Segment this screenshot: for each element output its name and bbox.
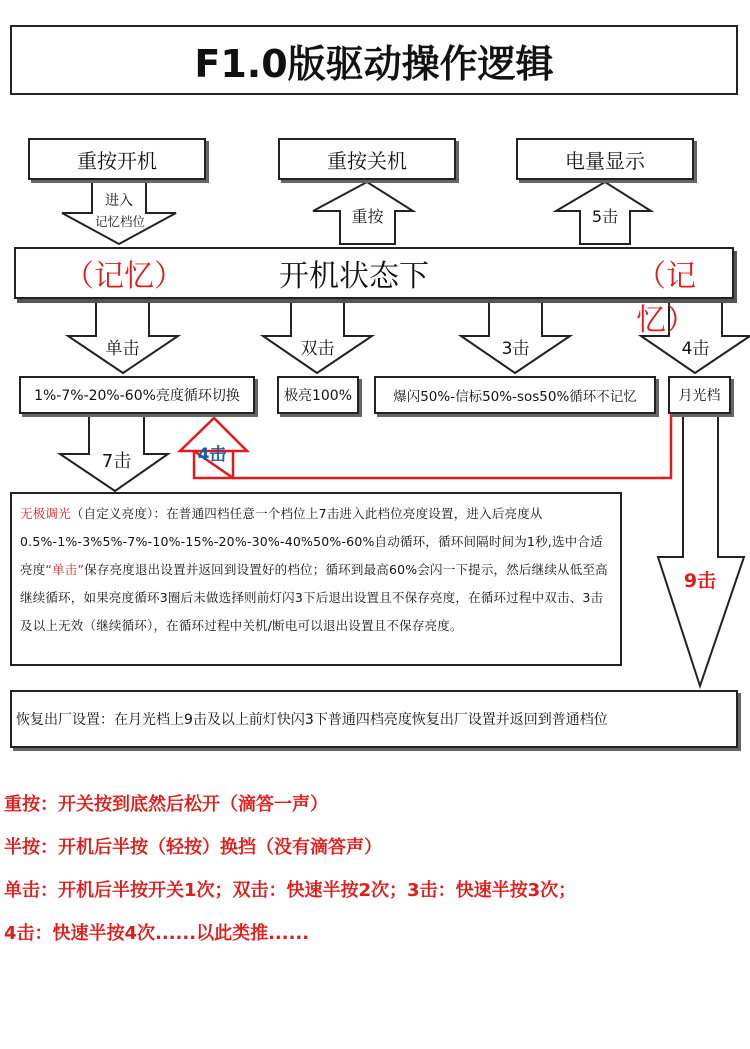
press-label: 重按 [351,207,384,226]
memory-position-label: 记忆档位 [94,214,145,229]
stepless-title: 无极调光 [20,506,71,521]
stepless-text-a: （自定义亮度）：在普通四档任意一个档位上7击进入此档位亮度设置，进入后亮度从0.5%-1%-3%5%-7%-10%-15%-20%-30%-40%50%-60%自动循环，循环间隔时间为1秒,选中合适亮度 [20,506,603,577]
note-four-click: 4击：快速半按4次......以此类推...... [4,923,310,944]
battery-box: 电量显示 [516,138,694,180]
note-clicks: 单击：开机后半按开关1次；双击：快速半按2次；3击：快速半按3次； [4,880,577,901]
single-click-highlight: “单击” [45,562,85,577]
enter-label: 进入 [105,193,133,209]
state-label: 开机状态下 [279,259,429,294]
stepless-text-b: 保存亮度退出设置并返回到设置好的档位；循环到最高60%会闪一下提示，然后继续从低至高继续循环，如果亮度循环3圈后未做选择则前灯闪3下后退出设置且不保存亮度，在循环过程中双击、3击及以上无效（继续循环），在循环过程中关机/断电可以退出设置且不保存亮度。 [20,562,608,633]
factory-restore-box: 恢复出厂设置：在月光档上9击及以上前灯快闪3下普通四档亮度恢复出厂设置并返回到普通档位 [10,690,738,748]
quad-click-label: 4击 [681,339,710,359]
memory-left: （记忆） [64,259,184,294]
five-click-label: 5击 [591,207,619,226]
power-on-state-bar [14,247,734,338]
seven-click-label: 7击 [101,451,132,472]
stepless-dimming-description [10,492,622,666]
cycle-mode-box: 1%-7%-20%-60%亮度循环切换 [19,376,255,414]
note-heavy-press: 重按：开关按到底然后松开（滴答一声） [4,794,328,815]
four-click-back-label: 4击 [197,445,227,465]
page-title: F1.0版驱动操作逻辑 [10,25,738,95]
triple-click-label: 3击 [501,339,530,359]
double-click-label: 双击 [300,339,335,359]
note-half-press: 半按：开机后半按（轻按）换挡（没有滴答声） [4,837,382,858]
operation-notes [4,790,746,962]
power-on-box: 重按开机 [28,138,206,180]
moon-mode-box: 月光档 [668,376,731,414]
single-click-label: 单击 [105,339,140,359]
memory-right: （记忆） [636,259,696,338]
flash-mode-box: 爆闪50%-信标50%-sos50%循环不记忆 [374,376,656,414]
nine-click-label: 9击 [683,570,717,592]
max-mode-box: 极亮100% [277,376,359,414]
four-click-back-line [233,414,671,478]
power-off-box: 重按关机 [278,138,456,180]
